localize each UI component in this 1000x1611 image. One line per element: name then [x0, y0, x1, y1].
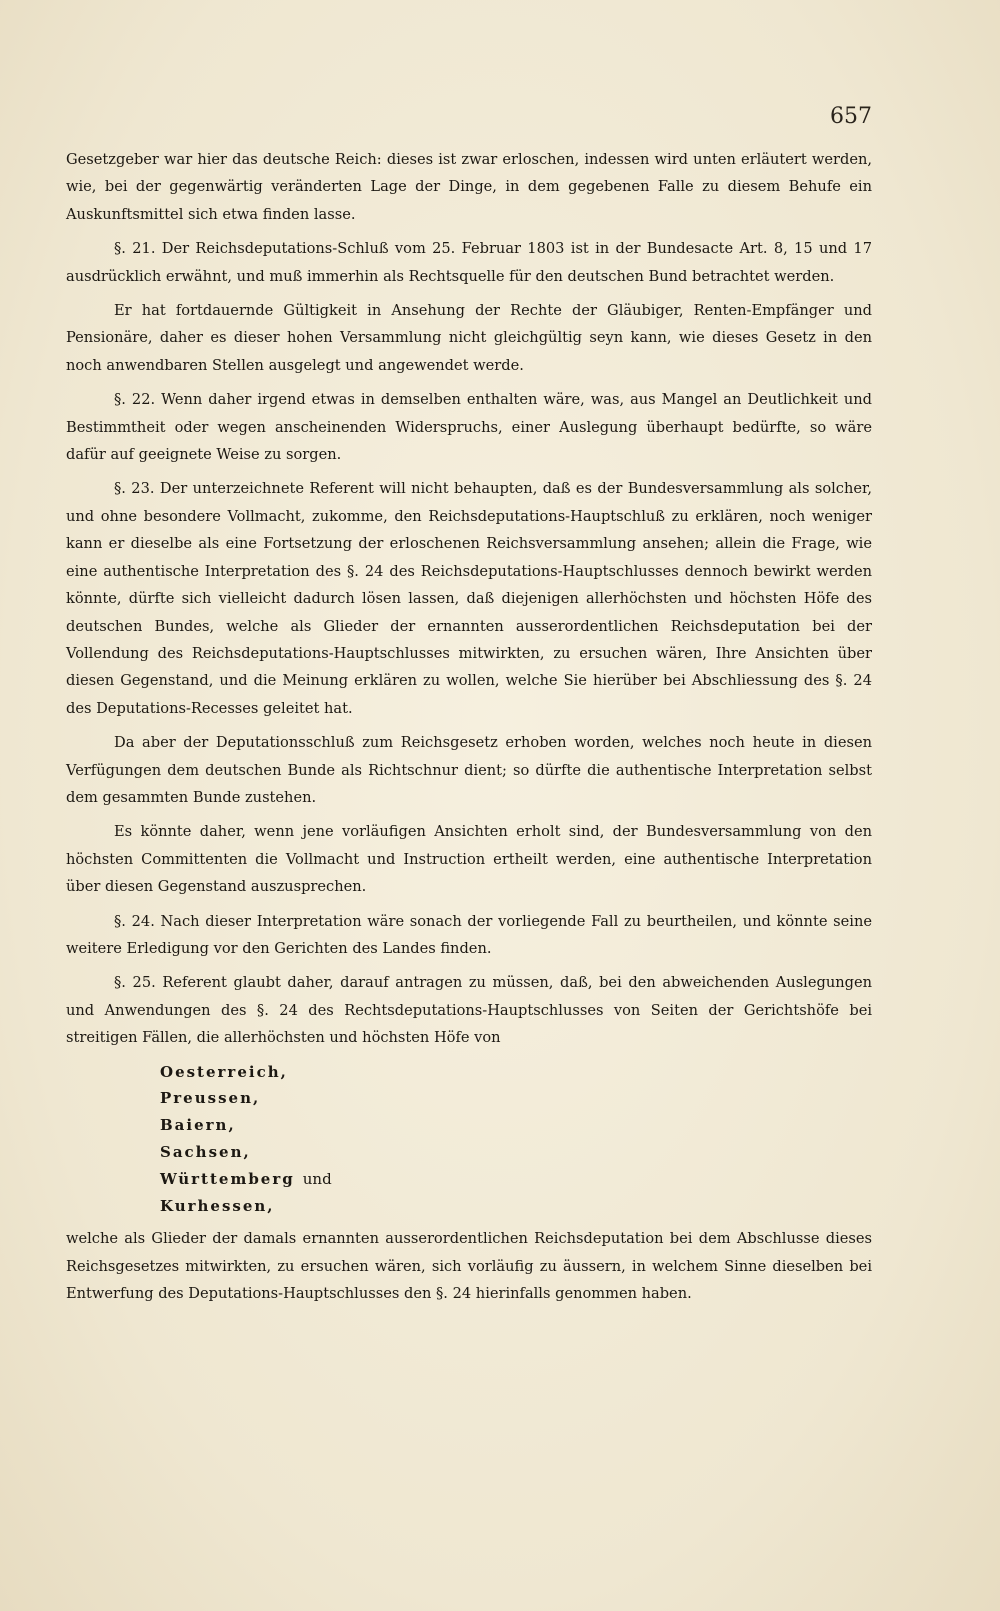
paragraph-reichsgesetz: Da aber der Deputationsschluß zum Reichsgesetz erhoben worden, welches noch heute in diesen Verfügungen dem deutschen Bunde als Richtschnur dient; so dürfte die authentische Interpretation selbst dem gesammten Bunde zustehen.	[66, 734, 872, 806]
paragraph-section-25: §. 25. Referent glaubt daher, darauf antragen zu müssen, daß, bei den abweichenden Auslegungen und Anwendungen des §. 24 des Rechtsdeputations-Hauptschlusses von Seiten der Gerichtshöfe bei streitigen Fällen, die allerhöchsten und höchsten Höfe von	[66, 974, 872, 1047]
paragraph-closing: welche als Glieder der damals ernannten ausserordentlichen Reichsdeputation bei dem Abschlusse dieses Reichsgesetzes mitwirkten, zu ersuchen wären, sich vorläufig zu äussern, in welchem Sinne dieselben bei Entwerfung des Deputations-Hauptschlusses den §. 24 hierinfalls genommen haben.	[66, 1230, 872, 1303]
paragraph-section-22: §. 22. Wenn daher irgend etwas in demselben enthalten wäre, was, aus Mangel an Deutlichkeit und Bestimmtheit oder wegen anscheinenden Widerspruchs, einer Auslegung überhaupt bedürfte, so wäre dafür auf geeignete Weise zu sorgen.	[66, 391, 872, 464]
court-list-item	[160, 1085, 872, 1112]
court-list	[160, 1059, 872, 1220]
court-list-item	[160, 1059, 872, 1086]
paragraph-section-24: §. 24. Nach dieser Interpretation wäre sonach der vorliegende Fall zu beurtheilen, und könnte seine weitere Erledigung vor den Gerichten des Landes finden.	[66, 912, 872, 957]
court-list-joiner: und	[302, 1169, 332, 1188]
court-name: Württemberg	[160, 1169, 295, 1188]
court-name: Baiern,	[160, 1116, 236, 1135]
court-list-item	[160, 1139, 872, 1166]
paragraph-vollmacht: Es könnte daher, wenn jene vorläufigen Ansichten erholt sind, der Bundesversammlung von den höchsten Committenten die Vollmacht und Instruction ertheilt werden, eine authentische Interpretation über diesen Gegenstand auszusprechen.	[66, 823, 872, 896]
court-name: Oesterreich,	[160, 1062, 288, 1081]
court-name: Kurhessen,	[160, 1196, 275, 1215]
court-name: Sachsen,	[160, 1142, 251, 1161]
page-number: 657	[830, 104, 872, 129]
paragraph-intro: Gesetzgeber war hier das deutsche Reich: dieses ist zwar erloschen, indessen wird unten erläutert werden, wie, bei der gegenwärtig veränderten Lage der Dinge, in dem gegebenen Falle zu diesem Behufe ein Auskunftsmittel sich etwa finden lasse.	[66, 151, 872, 223]
paragraph-validity: Er hat fortdauernde Gültigkeit in Ansehung der Rechte der Gläubiger, Renten-Empfänger und Pensionäre, daher es dieser hohen Versammlung nicht gleichgültig seyn kann, wie dieses Gesetz in den noch anwendbaren Stellen ausgelegt und angewendet werde.	[66, 302, 872, 374]
court-list-item	[160, 1166, 872, 1193]
court-list-item	[160, 1112, 872, 1139]
court-list-item	[160, 1193, 872, 1220]
paragraph-section-21: §. 21. Der Reichsdeputations-Schluß vom 25. Februar 1803 ist in der Bundesacte Art. 8, 15 und 17 ausdrücklich erwähnt, und muß immerhin als Rechtsquelle für den deutschen Bund betrachtet werden.	[66, 240, 872, 285]
paragraph-section-23: §. 23. Der unterzeichnete Referent will nicht behaupten, daß es der Bundesversammlung als solcher, und ohne besondere Vollmacht, zukomme, den Reichsdeputations-Hauptschluß zu erklären, noch weniger kann er dieselbe als eine Fortsetzung der erloschenen Reichsversammlung ansehen; allein die Frage, wie eine authentische Interpretation des §. 24 des Reichsdeputations-Hauptschlusses dennoch bewirkt werden könnte, dürfte sich vielleicht dadurch lösen lassen, daß diejenigen allerhöchsten und höchsten Höfe des deutschen Bundes, welche als Glieder der ernannten ausserordentlichen Reichsdeputation bei der Vollendung des Reichsdeputations-Hauptschlusses mitwirkten, zu ersuchen wären, Ihre Ansichten über diesen Gegenstand, und die Meinung erklären zu wollen, welche Sie hierüber bei Abschliessung des §. 24 des Deputations-Recesses geleitet hat.	[66, 480, 872, 717]
page-body	[66, 146, 872, 1315]
court-name: Preussen,	[160, 1089, 261, 1108]
